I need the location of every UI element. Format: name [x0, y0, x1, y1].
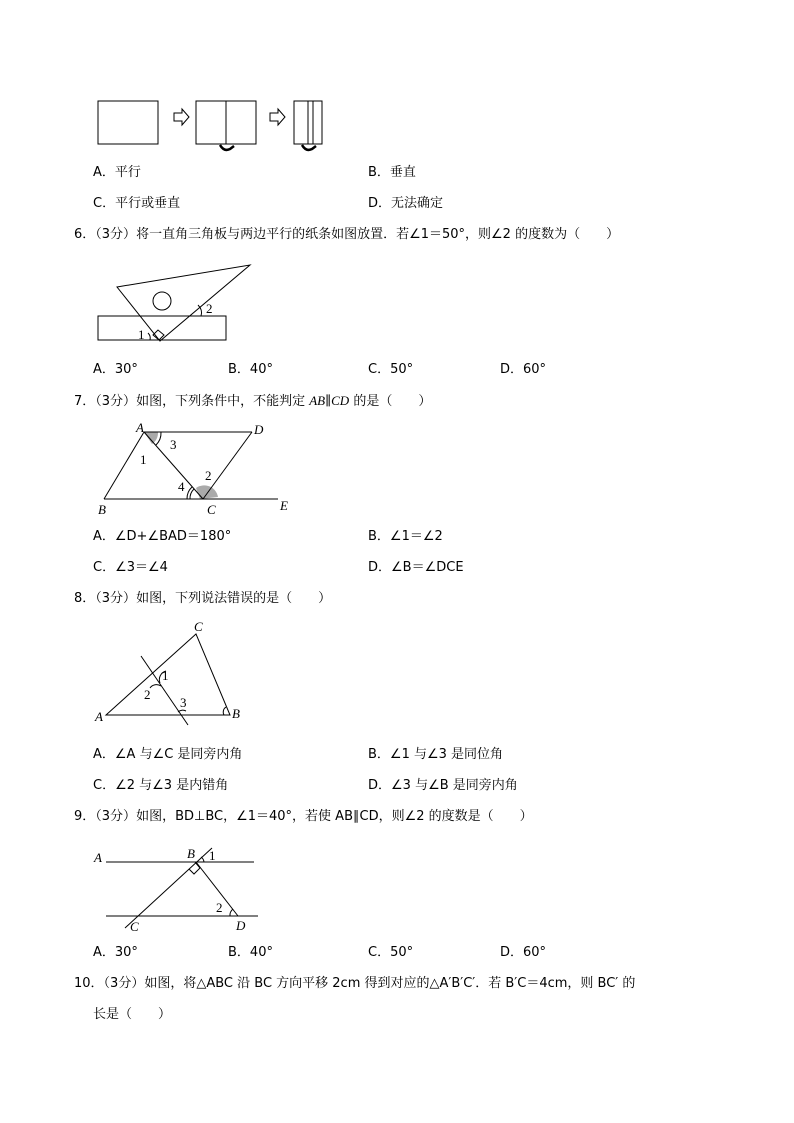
q7-option-a[interactable]: A．∠D+∠BAD＝180°	[93, 529, 232, 544]
q8-number: 8．	[74, 591, 96, 606]
q9-option-b[interactable]: B．40°	[228, 945, 273, 960]
q7-points: （3分）	[95, 394, 137, 409]
label-1: 1	[138, 327, 145, 342]
q6-option-c[interactable]: C．50°	[368, 362, 414, 377]
q7-stem-a: 如图，下列条件中，不能判定	[136, 394, 306, 409]
label-b: B	[187, 846, 195, 861]
q5-option-a[interactable]: A．平行	[93, 165, 141, 180]
label-e: E	[280, 498, 288, 513]
q6-option-a[interactable]: A．30°	[93, 362, 138, 377]
q6-stem	[74, 226, 619, 244]
q7-stem	[74, 392, 431, 411]
label-1: 1	[140, 452, 147, 467]
label-a: A	[95, 709, 103, 724]
q6-stem-text: 将一直角三角板与两边平行的纸条如图放置．若∠1＝50°，则∠2 的度数为（ ）	[136, 227, 620, 242]
triangle-ruler	[117, 265, 250, 341]
label-3: 3	[180, 695, 187, 710]
label-2: 2	[206, 301, 213, 316]
q5-option-d[interactable]: D．无法确定	[368, 196, 444, 211]
fold-arrow-icon-2	[302, 145, 316, 150]
q7-stem-math: AB∥CD	[309, 393, 350, 408]
q9-number: 9．	[74, 809, 96, 824]
label-2: 2	[216, 900, 223, 915]
q8-option-c[interactable]: C．∠2 与∠3 是内错角	[93, 778, 229, 793]
q7-option-b[interactable]: B．∠1＝∠2	[368, 529, 443, 544]
q8-option-a[interactable]: A．∠A 与∠C 是同旁内角	[93, 747, 243, 762]
q7-stem-b: 的是（ ）	[353, 394, 432, 409]
label-c: C	[194, 619, 203, 634]
q8-points: （3分）	[95, 591, 137, 606]
label-b: B	[98, 502, 106, 517]
label-d: D	[254, 422, 264, 437]
label-c: C	[130, 919, 139, 934]
q10-number: 10．	[74, 976, 104, 991]
q10-stem-text: 如图，将△ABC 沿 BC 方向平移 2cm 得到对应的△A′B′C′．若 B′C＝4cm，则 BC′ 的	[144, 976, 636, 991]
label-3: 3	[170, 437, 177, 452]
q7-option-c[interactable]: C．∠3＝∠4	[93, 560, 168, 575]
label-1: 1	[162, 668, 169, 683]
q9-option-a[interactable]: A．30°	[93, 945, 138, 960]
q8-stem	[74, 590, 331, 608]
q6-points: （3分）	[95, 227, 137, 242]
q9-option-c[interactable]: C．50°	[368, 945, 414, 960]
label-1: 1	[209, 848, 216, 863]
q5-option-c[interactable]: C．平行或垂直	[93, 196, 181, 211]
q9-option-d[interactable]: D．60°	[500, 945, 547, 960]
label-c: C	[207, 502, 216, 517]
q6-option-d[interactable]: D．60°	[500, 362, 547, 377]
q7-option-d[interactable]: D．∠B＝∠DCE	[368, 560, 464, 575]
q8-option-d[interactable]: D．∠3 与∠B 是同旁内角	[368, 778, 518, 793]
label-4: 4	[178, 479, 185, 494]
q9-stem-text: 如图，BD⊥BC，∠1＝40°，若使 AB∥CD，则∠2 的度数是（ ）	[136, 809, 533, 824]
q5-option-b[interactable]: B．垂直	[368, 165, 416, 180]
label-d: D	[236, 918, 246, 933]
label-2: 2	[205, 468, 212, 483]
q10-stem-line1	[74, 975, 635, 993]
q9-stem	[74, 808, 533, 826]
fold-arrow-icon-1	[220, 145, 234, 150]
label-2: 2	[144, 687, 151, 702]
q6-option-b[interactable]: B．40°	[228, 362, 273, 377]
label-a: A	[136, 420, 144, 435]
ruler-hole	[153, 292, 171, 310]
q10-stem-line2: 长是（ ）	[93, 1007, 172, 1022]
label-b: B	[232, 706, 240, 721]
q8-option-b[interactable]: B．∠1 与∠3 是同位角	[368, 747, 504, 762]
q9-points: （3分）	[95, 809, 137, 824]
angle-bcd-sector	[196, 485, 218, 499]
q8-stem-text: 如图，下列说法错误的是（ ）	[136, 591, 332, 606]
label-a: A	[94, 850, 102, 865]
q7-number: 7．	[74, 394, 96, 409]
q6-number: 6．	[74, 227, 96, 242]
angle-1-arc	[148, 333, 150, 340]
q10-points: （3分）	[103, 976, 145, 991]
